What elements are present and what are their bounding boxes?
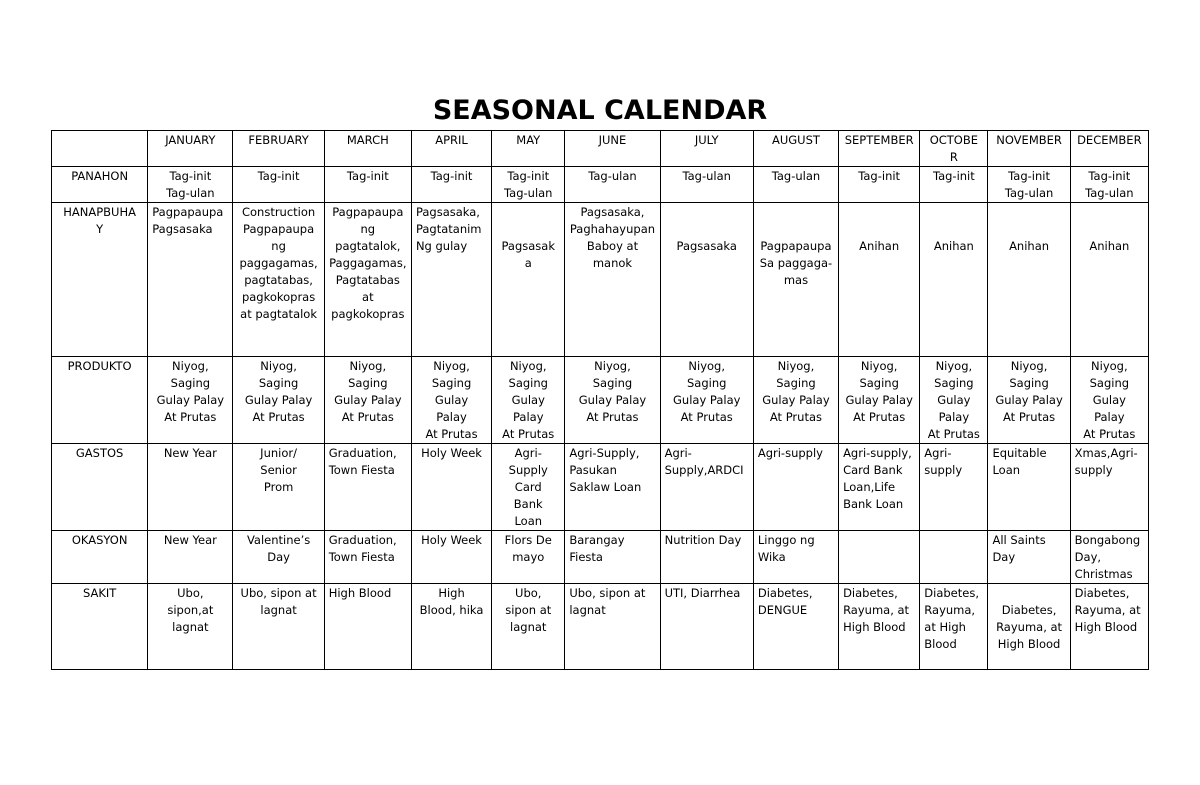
month-header bbox=[920, 131, 988, 167]
cell-line: lagnat bbox=[569, 603, 606, 617]
cell-line: Gulay Palay bbox=[762, 393, 830, 407]
cell-sakit-july bbox=[660, 584, 753, 670]
cell-line: Gulay Palay bbox=[334, 393, 402, 407]
cell-line: High Blood bbox=[843, 620, 906, 634]
cell-gastos-november bbox=[988, 444, 1070, 531]
row-label bbox=[52, 203, 148, 357]
cell-line: MAY bbox=[516, 133, 541, 147]
cell-line: At Prutas bbox=[252, 410, 305, 424]
cell-line: Gulay Palay bbox=[578, 393, 647, 407]
cell-line: Valentine’s bbox=[246, 533, 311, 547]
cell-line: Senior bbox=[260, 463, 297, 477]
cell-line: Pagsasaka, bbox=[415, 205, 480, 219]
cell-okasyon-august bbox=[753, 531, 838, 584]
cell-sakit-september bbox=[839, 584, 920, 670]
cell-gastos-octobe bbox=[920, 444, 988, 531]
cell-line: Palay bbox=[1094, 410, 1125, 424]
cell-line: Niyog, bbox=[172, 359, 209, 373]
cell-hanapbuhay-december bbox=[1070, 203, 1148, 357]
cell-line: supply bbox=[924, 463, 963, 477]
cell-line: manok bbox=[592, 256, 633, 270]
cell-line: Holy Week bbox=[421, 533, 482, 547]
cell-hanapbuhay-may bbox=[492, 203, 565, 357]
cell-produkto-march bbox=[324, 357, 411, 444]
cell-panahon-august bbox=[753, 167, 838, 203]
cell-panahon-may bbox=[492, 167, 565, 203]
cell-line: Tag-init bbox=[346, 169, 389, 183]
cell-produkto-june bbox=[565, 357, 660, 444]
row-sakit bbox=[52, 584, 1149, 670]
cell-line: Niyog, bbox=[1010, 359, 1048, 373]
row-label bbox=[52, 444, 148, 531]
cell-produkto-december bbox=[1070, 357, 1148, 444]
row-label bbox=[52, 584, 148, 670]
cell-line: Tag-ulan bbox=[682, 169, 731, 183]
cell-produkto-july bbox=[660, 357, 753, 444]
cell-line: Saging bbox=[431, 376, 472, 390]
seasonal-calendar-table bbox=[51, 130, 1149, 670]
cell-line: Diabetes, bbox=[1074, 586, 1130, 600]
row-hanapbuhay bbox=[52, 203, 1149, 357]
cell-line: All Saints bbox=[992, 533, 1046, 547]
cell-line: Tag-init bbox=[430, 169, 473, 183]
cell-line: Diabetes, bbox=[924, 586, 979, 600]
cell-produkto-february bbox=[233, 357, 324, 444]
month-header bbox=[492, 131, 565, 167]
month-header bbox=[233, 131, 324, 167]
cell-gastos-january bbox=[148, 444, 233, 531]
cell-okasyon-december bbox=[1070, 531, 1148, 584]
cell-line: ng bbox=[360, 222, 376, 236]
cell-line: OCTOBE bbox=[929, 133, 979, 147]
cell-produkto-january bbox=[148, 357, 233, 444]
cell-line: Tag-ulan bbox=[1004, 186, 1054, 200]
cell-line: Ubo, bbox=[177, 586, 204, 600]
month-header bbox=[148, 131, 233, 167]
cell-line: pagtatabas, bbox=[244, 273, 313, 287]
cell-produkto-may bbox=[492, 357, 565, 444]
cell-line: FEBRUARY bbox=[248, 133, 309, 147]
row-label bbox=[52, 531, 148, 584]
cell-gastos-december bbox=[1070, 444, 1148, 531]
cell-sakit-may bbox=[492, 584, 565, 670]
cell-line: New Year bbox=[163, 446, 217, 460]
cell-line: SAKIT bbox=[82, 586, 117, 600]
cell-produkto-octobe bbox=[920, 357, 988, 444]
cell-line: Agri-Supply, bbox=[569, 446, 640, 460]
month-header bbox=[988, 131, 1070, 167]
cell-line: Saging bbox=[687, 376, 727, 390]
cell-line: Day bbox=[267, 550, 290, 564]
cell-line: Tag-init bbox=[257, 169, 300, 183]
header-row bbox=[52, 131, 1149, 167]
cell-line: Niyog, bbox=[260, 359, 297, 373]
cell-panahon-december bbox=[1070, 167, 1148, 203]
cell-panahon-february bbox=[233, 167, 324, 203]
cell-gastos-june bbox=[565, 444, 660, 531]
cell-line: Wika bbox=[757, 550, 786, 564]
cell-line: Construction bbox=[241, 205, 316, 219]
cell-line: At Prutas bbox=[853, 410, 906, 424]
cell-line: Tag-init bbox=[932, 169, 975, 183]
cell-line: Rayuma, bbox=[924, 603, 976, 617]
cell-line: Niyog, bbox=[433, 359, 470, 373]
cell-line: At Prutas bbox=[1083, 427, 1136, 441]
cell-line: Anihan bbox=[1089, 239, 1130, 253]
cell-line: Rayuma, at bbox=[996, 620, 1063, 634]
cell-line: Diabetes, bbox=[843, 586, 898, 600]
cell-okasyon-january bbox=[148, 531, 233, 584]
cell-line: HANAPBUHA bbox=[63, 205, 136, 219]
cell-line: Tag-ulan bbox=[588, 169, 637, 183]
cell-line: Supply,ARDCI bbox=[664, 463, 744, 477]
cell-line: Pagsasaka, bbox=[580, 205, 645, 219]
cell-okasyon-july bbox=[660, 531, 753, 584]
cell-sakit-april bbox=[411, 584, 491, 670]
cell-line: Saging bbox=[776, 376, 816, 390]
cell-line: Anihan bbox=[933, 239, 974, 253]
cell-line: Paghahayupan bbox=[569, 222, 656, 236]
cell-line: Holy Week bbox=[421, 446, 482, 460]
cell-line: Pagsasak bbox=[501, 239, 555, 253]
cell-line: Ubo, sipon at bbox=[569, 586, 646, 600]
cell-produkto-november bbox=[988, 357, 1070, 444]
cell-gastos-august bbox=[753, 444, 838, 531]
cell-line: Tag-init bbox=[169, 169, 212, 183]
cell-line: Gulay bbox=[434, 393, 469, 407]
cell-line: Niyog, bbox=[935, 359, 973, 373]
month-header bbox=[839, 131, 920, 167]
cell-line: High bbox=[438, 586, 465, 600]
cell-line: At Prutas bbox=[586, 410, 639, 424]
cell-line: Nutrition Day bbox=[664, 533, 742, 547]
cell-line: NOVEMBER bbox=[996, 133, 1062, 147]
cell-line: Niyog, bbox=[688, 359, 726, 373]
cell-line: OKASYON bbox=[71, 533, 128, 547]
cell-produkto-april bbox=[411, 357, 491, 444]
cell-line: GASTOS bbox=[75, 446, 124, 460]
cell-okasyon-march bbox=[324, 531, 411, 584]
cell-hanapbuhay-april bbox=[411, 203, 491, 357]
cell-line: Pagpapaupa bbox=[332, 205, 404, 219]
month-header bbox=[411, 131, 491, 167]
cell-line: Fiesta bbox=[569, 550, 603, 564]
cell-hanapbuhay-july bbox=[660, 203, 753, 357]
cell-line: Pasukan bbox=[569, 463, 617, 477]
cell-line: Saging bbox=[859, 376, 899, 390]
cell-line: JUNE bbox=[598, 133, 627, 147]
cell-line: Saging bbox=[508, 376, 548, 390]
cell-line: At Prutas bbox=[425, 427, 478, 441]
cell-line: Paggagamas, bbox=[329, 256, 407, 270]
cell-okasyon-april bbox=[411, 531, 491, 584]
cell-line: Gulay bbox=[937, 393, 971, 407]
cell-gastos-september bbox=[839, 444, 920, 531]
cell-line: Diabetes, bbox=[757, 586, 813, 600]
cell-line: Niyog, bbox=[349, 359, 387, 373]
cell-line: Baboy at bbox=[586, 239, 639, 253]
cell-line: Graduation, bbox=[328, 533, 397, 547]
cell-panahon-november bbox=[988, 167, 1070, 203]
cell-line: Ubo, bbox=[515, 586, 542, 600]
cell-line: Gulay Palay bbox=[244, 393, 313, 407]
cell-line: Saging bbox=[934, 376, 974, 390]
cell-line: lagnat bbox=[260, 603, 297, 617]
cell-line: Pagpapaupa bbox=[152, 205, 224, 219]
row-okasyon bbox=[52, 531, 1149, 584]
cell-line: Flors De bbox=[504, 533, 552, 547]
cell-panahon-september bbox=[839, 167, 920, 203]
cell-line: Tag-init bbox=[1088, 169, 1131, 183]
cell-line: SEPTEMBER bbox=[844, 133, 914, 147]
cell-gastos-april bbox=[411, 444, 491, 531]
cell-line: Ubo, sipon at bbox=[240, 586, 317, 600]
cell-line: Agri- bbox=[514, 446, 542, 460]
cell-okasyon-may bbox=[492, 531, 565, 584]
cell-line: Loan bbox=[992, 463, 1021, 477]
cell-line: Linggo ng bbox=[757, 533, 815, 547]
cell-okasyon-octobe bbox=[920, 531, 988, 584]
cell-line: Diabetes, bbox=[1001, 603, 1057, 617]
cell-line: Agri- bbox=[924, 446, 952, 460]
cell-line: High Blood bbox=[328, 586, 392, 600]
cell-line: pagkokopras bbox=[241, 290, 316, 304]
cell-hanapbuhay-octobe bbox=[920, 203, 988, 357]
cell-line: sipon at bbox=[505, 603, 552, 617]
cell-okasyon-november bbox=[988, 531, 1070, 584]
row-gastos bbox=[52, 444, 1149, 531]
cell-line: MARCH bbox=[346, 133, 389, 147]
cell-sakit-february bbox=[233, 584, 324, 670]
cell-line: At Prutas bbox=[341, 410, 394, 424]
cell-line: Palay bbox=[512, 410, 544, 424]
cell-panahon-octobe bbox=[920, 167, 988, 203]
month-header bbox=[324, 131, 411, 167]
cell-line: at pagtatalok bbox=[240, 307, 318, 321]
cell-panahon-january bbox=[148, 167, 233, 203]
cell-line: Card Bank bbox=[843, 463, 903, 477]
cell-gastos-march bbox=[324, 444, 411, 531]
cell-line: Christmas bbox=[1074, 567, 1133, 581]
cell-line: Anihan bbox=[1009, 239, 1050, 253]
cell-line: Tag-ulan bbox=[504, 186, 553, 200]
cell-line: Prom bbox=[263, 480, 294, 494]
cell-okasyon-september bbox=[839, 531, 920, 584]
cell-line: pagtatalok, bbox=[335, 239, 401, 253]
row-panahon bbox=[52, 167, 1149, 203]
cell-hanapbuhay-august bbox=[753, 203, 838, 357]
cell-okasyon-february bbox=[233, 531, 324, 584]
cell-sakit-november bbox=[988, 584, 1070, 670]
cell-line: JANUARY bbox=[165, 133, 216, 147]
cell-line: Equitable bbox=[992, 446, 1047, 460]
cell-sakit-march bbox=[324, 584, 411, 670]
cell-line: Agri-supply, bbox=[843, 446, 912, 460]
cell-line: paggagamas, bbox=[239, 256, 318, 270]
cell-hanapbuhay-november bbox=[988, 203, 1070, 357]
cell-line: Pagtatabas bbox=[335, 273, 400, 287]
cell-line: mayo bbox=[512, 550, 545, 564]
month-header bbox=[1070, 131, 1148, 167]
cell-line: Junior/ bbox=[260, 446, 297, 460]
cell-line: Palay bbox=[938, 410, 970, 424]
cell-line: Anihan bbox=[859, 239, 900, 253]
cell-line: Bongabong bbox=[1074, 533, 1141, 547]
cell-line: Xmas,Agri- bbox=[1074, 446, 1138, 460]
cell-line: At Prutas bbox=[164, 410, 217, 424]
cell-line: Palay bbox=[436, 410, 467, 424]
corner-cell bbox=[52, 131, 148, 167]
cell-line: Gulay Palay bbox=[845, 393, 913, 407]
cell-line: High Blood bbox=[1074, 620, 1138, 634]
cell-line: At Prutas bbox=[680, 410, 733, 424]
cell-line: mas bbox=[783, 273, 809, 287]
cell-sakit-august bbox=[753, 584, 838, 670]
cell-line: High Blood bbox=[997, 637, 1061, 651]
cell-line: Tag-ulan bbox=[166, 186, 215, 200]
cell-line: Blood, hika bbox=[419, 603, 484, 617]
page-title: SEASONAL CALENDAR bbox=[432, 95, 768, 126]
cell-line: Niyog, bbox=[509, 359, 547, 373]
cell-line: Pagsasaka bbox=[152, 222, 213, 236]
month-header bbox=[565, 131, 660, 167]
cell-line: Sa paggaga- bbox=[759, 256, 833, 270]
cell-line: Agri-supply bbox=[757, 446, 823, 460]
cell-line: Saging bbox=[1009, 376, 1049, 390]
row-label bbox=[52, 357, 148, 444]
cell-sakit-december bbox=[1070, 584, 1148, 670]
cell-line: Saging bbox=[170, 376, 211, 390]
cell-line: R bbox=[949, 150, 958, 164]
cell-line: Niyog, bbox=[860, 359, 898, 373]
cell-line: Pagpapaupa bbox=[243, 222, 315, 236]
cell-hanapbuhay-february bbox=[233, 203, 324, 357]
cell-line: Pagpapaupa bbox=[760, 239, 832, 253]
cell-sakit-octobe bbox=[920, 584, 988, 670]
cell-line: ng bbox=[271, 239, 286, 253]
cell-line: Loan,Life bbox=[843, 480, 896, 494]
cell-sakit-june bbox=[565, 584, 660, 670]
cell-line: Niyog, bbox=[594, 359, 631, 373]
cell-line: Bank bbox=[513, 497, 543, 511]
cell-line: lagnat bbox=[510, 620, 547, 634]
cell-line: DENGUE bbox=[757, 603, 808, 617]
cell-okasyon-june bbox=[565, 531, 660, 584]
month-header bbox=[753, 131, 838, 167]
cell-line: Town Fiesta bbox=[328, 550, 395, 564]
cell-hanapbuhay-march bbox=[324, 203, 411, 357]
cell-sakit-january bbox=[148, 584, 233, 670]
cell-line: Gulay Palay bbox=[995, 393, 1063, 407]
cell-line: Bank Loan bbox=[843, 497, 904, 511]
cell-panahon-july bbox=[660, 167, 753, 203]
cell-line: Rayuma, at bbox=[843, 603, 910, 617]
cell-line: DECEMBER bbox=[1077, 133, 1142, 147]
cell-line: a bbox=[524, 256, 532, 270]
cell-line: Agri- bbox=[664, 446, 692, 460]
cell-line: At Prutas bbox=[502, 427, 555, 441]
cell-line: Tag-init bbox=[858, 169, 901, 183]
cell-line: at bbox=[362, 290, 374, 304]
cell-line: Ng gulay bbox=[415, 239, 468, 253]
cell-line: At Prutas bbox=[769, 410, 823, 424]
cell-panahon-june bbox=[565, 167, 660, 203]
cell-line: New Year bbox=[163, 533, 217, 547]
cell-gastos-may bbox=[492, 444, 565, 531]
cell-line: Niyog, bbox=[1091, 359, 1128, 373]
cell-line: Supply bbox=[508, 463, 548, 477]
cell-line: Loan bbox=[514, 514, 543, 528]
cell-line: At Prutas bbox=[927, 427, 980, 441]
cell-gastos-february bbox=[233, 444, 324, 531]
cell-line: Niyog, bbox=[777, 359, 815, 373]
cell-line: Card bbox=[514, 480, 542, 494]
cell-line: Saging bbox=[592, 376, 633, 390]
cell-line: Gulay Palay bbox=[673, 393, 741, 407]
cell-line: Gulay bbox=[511, 393, 545, 407]
cell-line: Barangay bbox=[569, 533, 625, 547]
cell-hanapbuhay-june bbox=[565, 203, 660, 357]
cell-line: Pagsasaka bbox=[676, 239, 737, 253]
cell-line: Saging bbox=[258, 376, 299, 390]
cell-line: JULY bbox=[694, 133, 719, 147]
cell-line: sipon,at bbox=[167, 603, 214, 617]
row-label bbox=[52, 167, 148, 203]
month-header bbox=[660, 131, 753, 167]
row-produkto bbox=[52, 357, 1149, 444]
cell-line: APRIL bbox=[435, 133, 468, 147]
cell-produkto-september bbox=[839, 357, 920, 444]
cell-hanapbuhay-january bbox=[148, 203, 233, 357]
cell-line: supply bbox=[1074, 463, 1113, 477]
cell-line: Blood bbox=[924, 637, 957, 651]
cell-line: Gulay bbox=[1092, 393, 1126, 407]
cell-line: pagkokopras bbox=[331, 307, 405, 321]
cell-line: Graduation, bbox=[328, 446, 397, 460]
cell-line: Tag-ulan bbox=[771, 169, 821, 183]
cell-line: lagnat bbox=[172, 620, 209, 634]
cell-line: Tag-ulan bbox=[1085, 186, 1134, 200]
cell-line: At Prutas bbox=[1002, 410, 1056, 424]
cell-line: Tag-init bbox=[1008, 169, 1050, 183]
cell-line: Gulay Palay bbox=[156, 393, 225, 407]
cell-line: Pagtatanim bbox=[415, 222, 482, 236]
cell-line: Saging bbox=[348, 376, 388, 390]
cell-line: PRODUKTO bbox=[67, 359, 132, 373]
cell-gastos-july bbox=[660, 444, 753, 531]
cell-line: Day, bbox=[1074, 550, 1102, 564]
cell-line: Day bbox=[992, 550, 1016, 564]
cell-produkto-august bbox=[753, 357, 838, 444]
cell-panahon-march bbox=[324, 167, 411, 203]
cell-line: Saklaw Loan bbox=[569, 480, 642, 494]
cell-line: AUGUST bbox=[771, 133, 820, 147]
cell-line: Y bbox=[96, 222, 104, 236]
cell-line: at High bbox=[924, 620, 966, 634]
cell-line: PANAHON bbox=[71, 169, 129, 183]
cell-hanapbuhay-september bbox=[839, 203, 920, 357]
cell-line: Town Fiesta bbox=[328, 463, 395, 477]
cell-line: UTI, Diarrhea bbox=[664, 586, 741, 600]
cell-line: Saging bbox=[1089, 376, 1130, 390]
cell-panahon-april bbox=[411, 167, 491, 203]
cell-line: Tag-init bbox=[507, 169, 550, 183]
cell-line: Rayuma, at bbox=[1074, 603, 1141, 617]
